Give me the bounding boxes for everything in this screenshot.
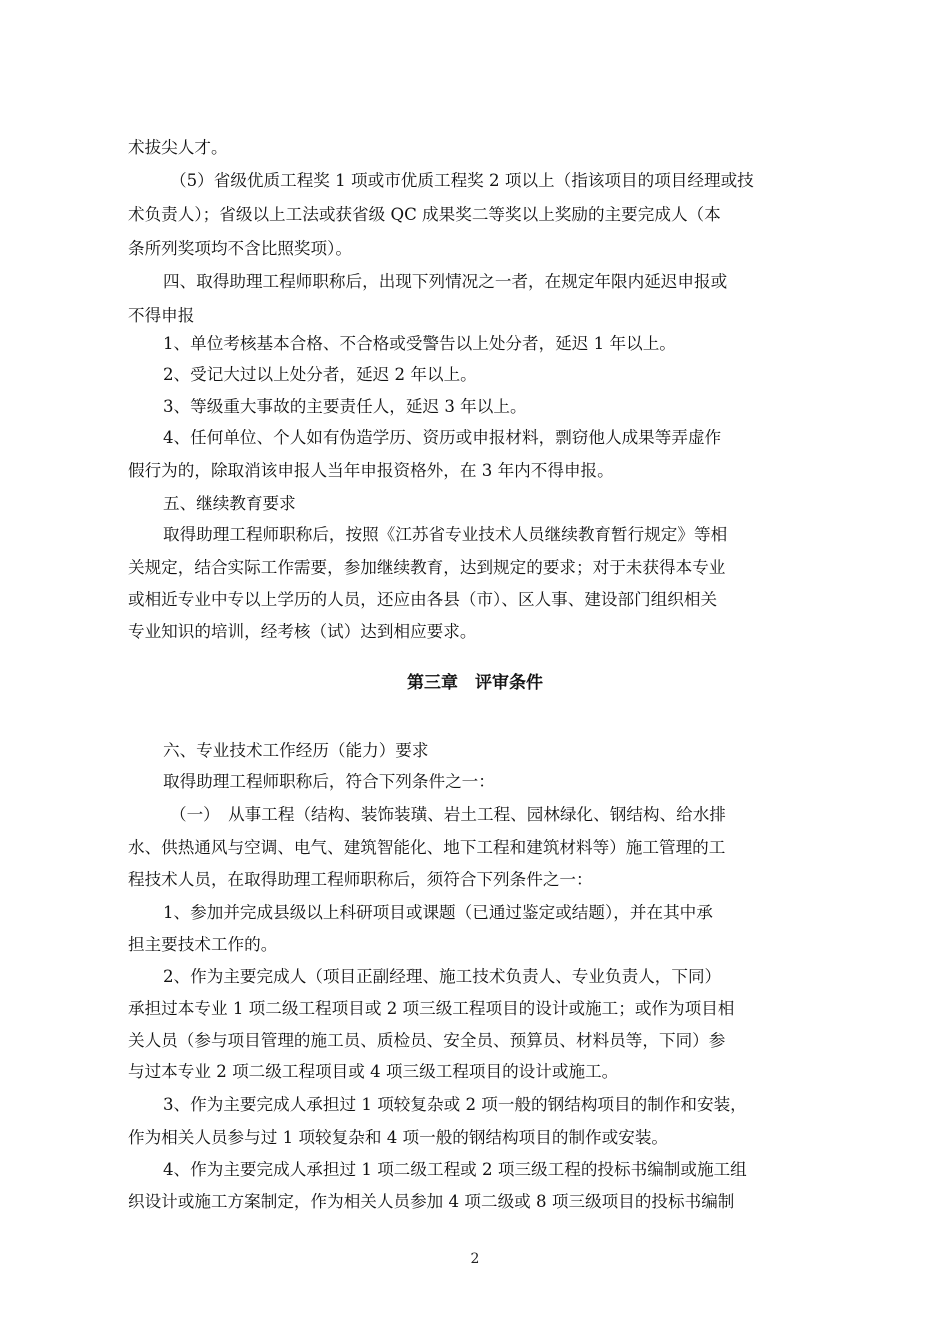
- text-line: 水、供热通风与空调、电气、建筑智能化、地下工程和建筑材料等）施工管理的工: [128, 838, 726, 857]
- text-line: 关规定，结合实际工作需要，参加继续教育，达到规定的要求；对于未获得本专业: [128, 558, 726, 577]
- text-line: 与过本专业 2 项二级工程项目或 4 项三级工程项目的设计或施工。: [128, 1062, 619, 1081]
- text-line: 条所列奖项均不含比照奖项）。: [128, 239, 353, 258]
- text-line: 3、等级重大事故的主要责任人，延迟 3 年以上。: [163, 397, 527, 416]
- text-line: 作为相关人员参与过 1 项较复杂和 4 项一般的钢结构项目的制作或安装。: [128, 1128, 669, 1147]
- text-line: 关人员（参与项目管理的施工员、质检员、安全员、预算员、材料员等，下同）参: [128, 1031, 726, 1050]
- text-line: 织设计或施工方案制定，作为相关人员参加 4 项二级或 8 项三级项目的投标书编制: [128, 1192, 735, 1211]
- text-line: 程技术人员，在取得助理工程师职称后，须符合下列条件之一：: [128, 870, 593, 889]
- page-number: 2: [470, 1251, 480, 1267]
- text-line: 不得申报: [128, 306, 195, 325]
- text-line: 2、受记大过以上处分者，延迟 2 年以上。: [163, 365, 477, 384]
- text-line: 3、作为主要完成人承担过 1 项较复杂或 2 项一般的钢结构项目的制作和安装，: [163, 1095, 747, 1114]
- text-line: 担主要技术工作的。: [128, 935, 278, 954]
- text-line: 取得助理工程师职称后，符合下列条件之一：: [163, 772, 495, 791]
- text-line: 4、任何单位、个人如有伪造学历、资历或申报材料，剽窃他人成果等弄虚作: [163, 428, 722, 447]
- text-line: 术负责人）；省级以上工法或获省级 QC 成果奖二等奖以上奖励的主要完成人（本: [128, 205, 721, 224]
- text-line: 四、取得助理工程师职称后，出现下列情况之一者，在规定年限内延迟申报或: [163, 272, 728, 291]
- text-line: 承担过本专业 1 项二级工程项目或 2 项三级工程项目的设计或施工；或作为项目相: [128, 999, 735, 1018]
- text-line: 取得助理工程师职称后，按照《江苏省专业技术人员继续教育暂行规定》等相: [163, 525, 728, 544]
- text-line: 六、专业技术工作经历（能力）要求: [163, 741, 429, 760]
- text-line: 专业知识的培训，经考核（试）达到相应要求。: [128, 622, 477, 641]
- text-line: （5）省级优质工程奖 1 项或市优质工程奖 2 项以上（指该项目的项目经理或技: [170, 171, 754, 190]
- text-line: 假行为的，除取消该申报人当年申报资格外，在 3 年内不得申报。: [128, 461, 614, 480]
- text-line: （一） 从事工程（结构、装饰装璜、岩土工程、园林绿化、钢结构、给水排: [170, 805, 726, 824]
- text-line: 1、单位考核基本合格、不合格或受警告以上处分者，延迟 1 年以上。: [163, 334, 676, 353]
- text-line: 1、参加并完成县级以上科研项目或课题（已通过鉴定或结题），并在其中承: [163, 903, 713, 922]
- text-line: 2、作为主要完成人（项目正副经理、施工技术负责人、专业负责人，下同）: [163, 967, 722, 986]
- text-line: 或相近专业中专以上学历的人员，还应由各县（市）、区人事、建设部门组织相关: [128, 590, 718, 609]
- text-line: 五、继续教育要求: [163, 494, 296, 513]
- text-line: 术拔尖人才。: [128, 138, 228, 157]
- chapter-heading: 第三章 评审条件: [407, 673, 543, 693]
- text-line: 4、作为主要完成人承担过 1 项二级工程或 2 项三级工程的投标书编制或施工组: [163, 1160, 747, 1179]
